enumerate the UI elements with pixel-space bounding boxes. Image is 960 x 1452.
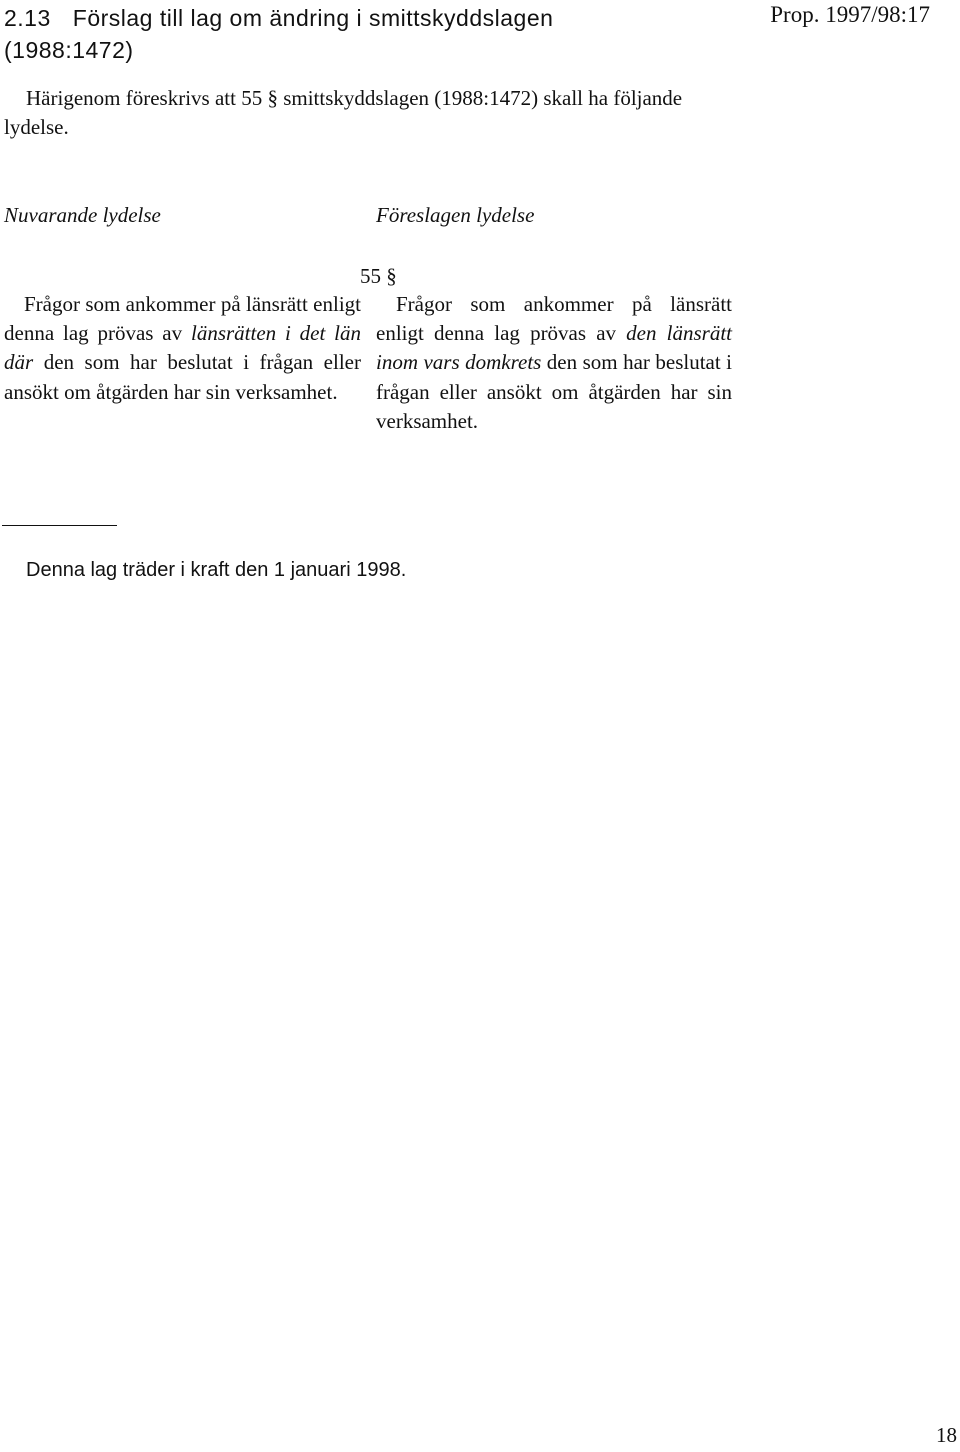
heading-line-1 — [4, 2, 553, 34]
proposed-text-part-2: den som har beslutat i frågan eller ansökt om åtgärden har sin verksamhet. — [376, 350, 732, 433]
proposed-wording-text — [376, 290, 732, 436]
section-number: 2.13 — [4, 5, 51, 31]
heading-line-2: (1988:1472) — [4, 37, 134, 63]
footnote-divider — [2, 525, 117, 526]
heading-title: Förslag till lag om ändring i smittskyddslagen — [72, 5, 554, 31]
proposed-wording-heading: Föreslagen lydelse — [376, 203, 535, 227]
current-text-part-1: Frågor som ankommer på länsrätt enligt denna lag prövas av — [4, 292, 361, 346]
intro-paragraph: Härigenom föreskrivs att 55 § smittskyddslagen (1988:1472) skall ha följande lydelse. — [4, 86, 683, 139]
current-wording-heading: Nuvarande lydelse — [4, 203, 161, 227]
entry-into-force-note: Denna lag träder i kraft den 1 januari 1998. — [26, 559, 407, 581]
current-text-part-2: den som har beslutat i frågan eller ansökt om åtgärden har sin verksamhet. — [4, 350, 361, 404]
proposed-text-italic: den länsrätt inom vars domkrets — [376, 321, 732, 375]
section-label: 55 § — [360, 264, 397, 288]
proposed-text-part-1: Frågor som ankommer på länsrätt enligt denna lag prövas av — [376, 292, 732, 346]
section-heading — [4, 2, 553, 66]
current-text-italic: länsrätten i det län där — [4, 321, 362, 375]
proposition-reference: Prop. 1997/98:17 — [770, 2, 930, 27]
page-number: 18 — [936, 1423, 957, 1447]
current-wording-text — [4, 290, 361, 407]
